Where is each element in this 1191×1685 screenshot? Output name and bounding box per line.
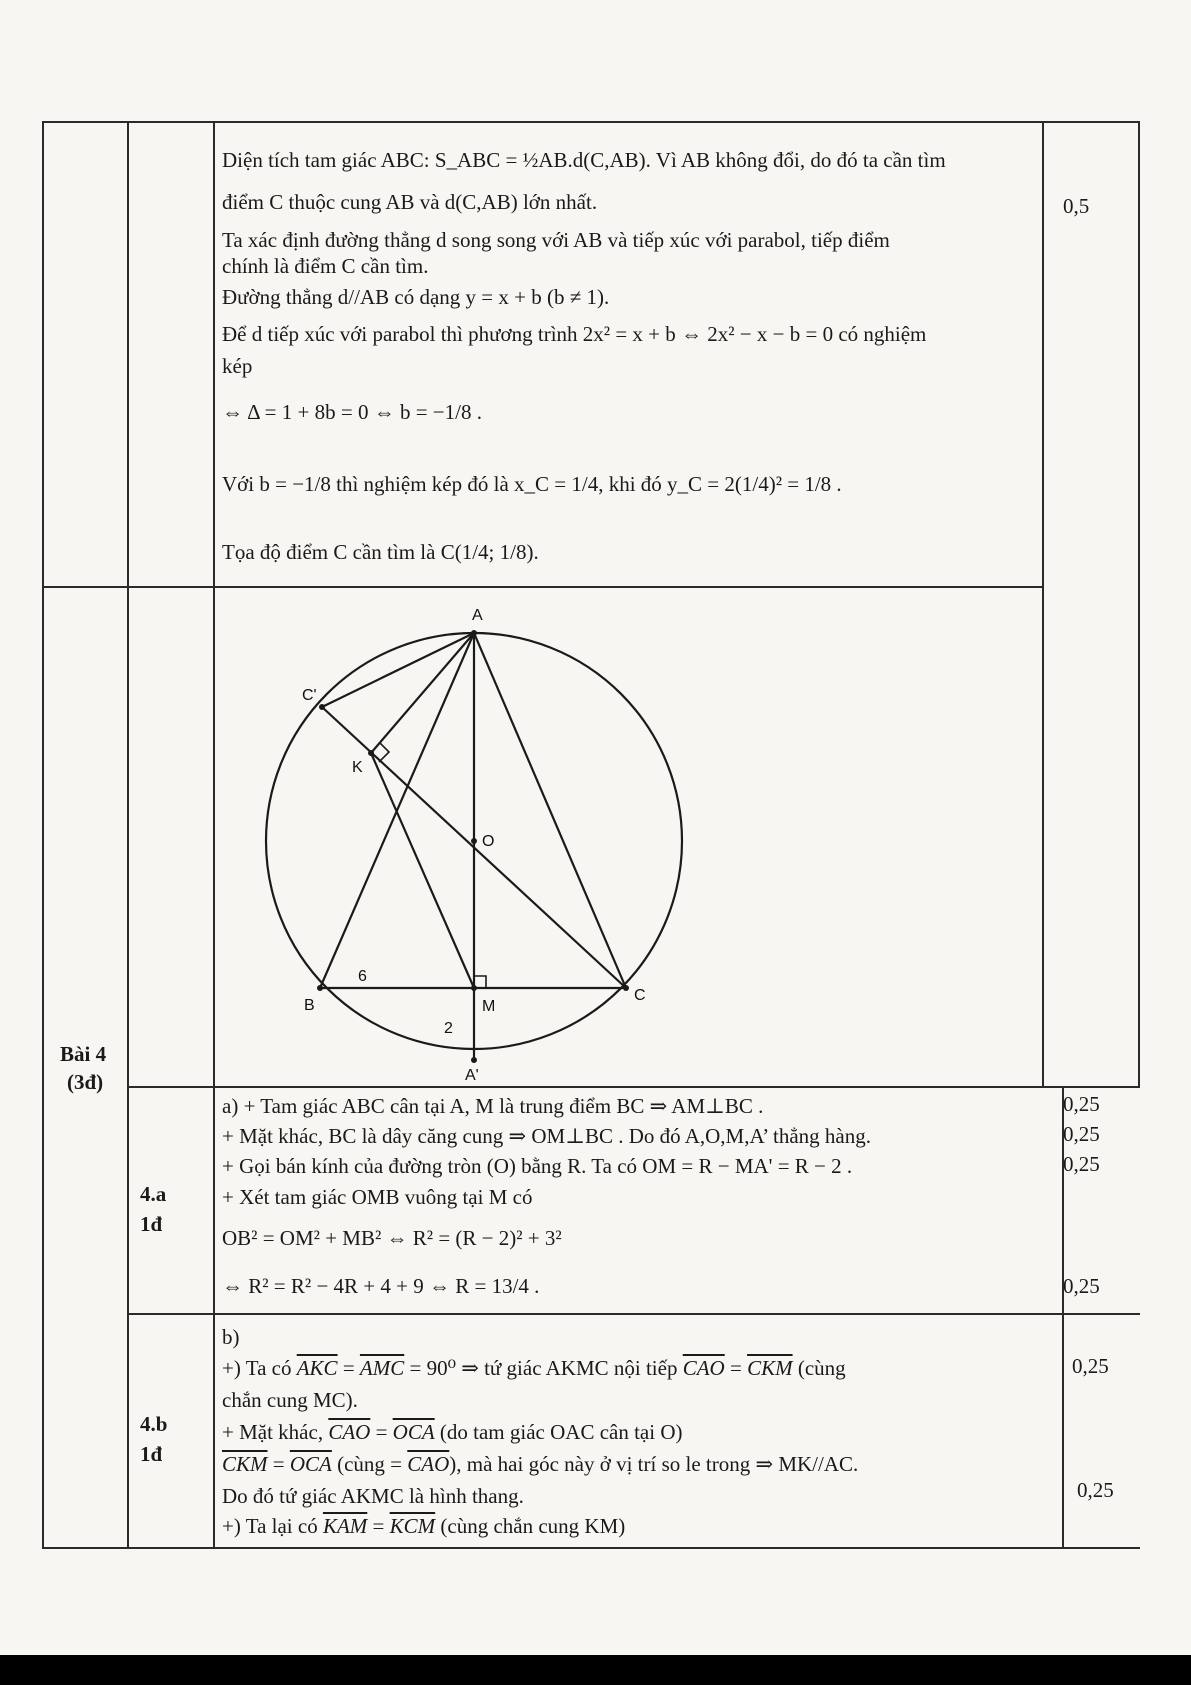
point-a1: [471, 1057, 477, 1063]
point-c: [623, 985, 629, 991]
point-o: [471, 838, 477, 844]
part4a-points: 1đ: [140, 1212, 163, 1236]
part4b-line-1: b): [222, 1325, 240, 1349]
right-angle-k: [379, 743, 389, 762]
point-k: [368, 750, 374, 756]
label-a: A: [472, 607, 483, 624]
part4b-line-7: +) Ta lại có $\overline{KAM} = \overline{KCM}$ (cùng chắn cung KM): [222, 1514, 626, 1538]
label-six: 6: [358, 968, 367, 985]
part3-line-7: kép: [222, 354, 253, 378]
point-c1: [319, 704, 325, 710]
segment-ac1: [322, 633, 474, 707]
angle-cao-3: $\overline{CAO}$: [407, 1452, 450, 1476]
point-b: [317, 985, 323, 991]
part4a-line-5: OB² = OM² + MB² ⇔ R² = (R − 2)² + 3²: [222, 1226, 562, 1250]
angle-kam: $\overline{KAM}$: [322, 1514, 368, 1538]
bottom-black-bar: [0, 1655, 1191, 1685]
point-a: [471, 630, 477, 636]
label-c1: C': [302, 687, 317, 704]
part3-line-4: chính là điểm C cần tìm.: [222, 254, 429, 278]
angle-cao-2: $\overline{CAO}$: [328, 1420, 371, 1444]
angle-akc: $\overline{AKC}$: [296, 1356, 338, 1380]
part4b-line-4: + Mặt khác, $\overline{CAO} = \overline{OCA}$ (do tam giác OAC cân tại O): [222, 1420, 683, 1444]
part4a-line-1: a) + Tam giác ABC cân tại A, M là trung điểm BC ⇒ AM⊥BC .: [222, 1094, 764, 1118]
label-m: M: [482, 998, 496, 1015]
part3-line-9: Với b = −1/8 thì nghiệm kép đó là x_C = 1/4, khi đó y_C = 2(1/4)² = 1/8 .: [222, 472, 842, 496]
label-two: 2: [444, 1020, 453, 1037]
part4b-line-2: +) Ta có $\overline{AKC} = \overline{AMC} = 90^0$ ⇒ tứ giác AKMC nội tiếp $\overline{CAO} = \overline{CKM}$ (cùng: [222, 1356, 846, 1380]
angle-ckm-2: $\overline{CKM}$: [222, 1452, 268, 1476]
part3-line-8: ⇔ Δ = 1 + 8b = 0 ⇔ b = −1/8 .: [222, 400, 482, 424]
part4b-score-2: 0,25: [1077, 1478, 1114, 1502]
segment-ak: [371, 633, 474, 753]
label-a1: A': [465, 1067, 479, 1084]
part4a-label: 4.a: [140, 1182, 167, 1206]
part4b-line-5: $\overline{CKM} = \overline{OCA}$ (cùng = $\overline{CAO}$), mà hai góc này ở vị trí so le trong ⇒ MK//AC.: [222, 1452, 859, 1476]
part4b-label: 4.b: [140, 1412, 168, 1436]
segment-km: [371, 753, 474, 988]
label-o: O: [482, 833, 495, 850]
angle-oca: $\overline{OCA}$: [392, 1420, 435, 1444]
part3-score: 0,5: [1063, 194, 1090, 218]
part3-line-6: Để d tiếp xúc với parabol thì phương trình 2x² = x + b ⇔ 2x² − x − b = 0 có nghiệm: [222, 322, 927, 346]
label-b: B: [304, 997, 315, 1014]
part4a-line-4: + Xét tam giác OMB vuông tại M có: [222, 1185, 533, 1209]
angle-ckm: $\overline{CKM}$: [747, 1356, 793, 1380]
part4b-score-1: 0,25: [1072, 1354, 1109, 1378]
part3-line-5: Đường thẳng d//AB có dạng y = x + b (b ≠ 1).: [222, 285, 610, 309]
part4a-line-2: + Mặt khác, BC là dây căng cung ⇒ OM⊥BC . Do đó A,O,M,A’ thẳng hàng.: [222, 1124, 871, 1148]
part4a-score-3: 0,25: [1063, 1152, 1100, 1176]
angle-cao: $\overline{CAO}$: [682, 1356, 725, 1380]
part4b-line-6: Do đó tứ giác AKMC là hình thang.: [222, 1484, 524, 1508]
angle-oca-2: $\overline{OCA}$: [289, 1452, 332, 1476]
part4a-score-1: 0,25: [1063, 1092, 1100, 1116]
problem-label: Bài 4: [60, 1042, 107, 1066]
part3-line-10: Tọa độ điểm C cần tìm là C(1/4; 1/8).: [222, 540, 539, 564]
part4a-line-3: + Gọi bán kính của đường tròn (O) bằng R. Ta có OM = R − MA' = R − 2 .: [222, 1154, 853, 1178]
segment-ac: [474, 633, 626, 988]
part3-line-2: điểm C thuộc cung AB và d(C,AB) lớn nhất.: [222, 190, 598, 214]
part3-line-1: Diện tích tam giác ABC: S_ABC = ½AB.d(C,AB). Vì AB không đổi, do đó ta cần tìm: [222, 148, 946, 172]
label-c: C: [634, 987, 646, 1004]
part4b-points: 1đ: [140, 1442, 163, 1466]
part4a-line-6: ⇔ R² = R² − 4R + 4 + 9 ⇔ R = 13/4 .: [222, 1274, 540, 1298]
part3-line-3: Ta xác định đường thẳng d song song với AB và tiếp xúc với parabol, tiếp điểm: [222, 228, 890, 252]
part4b-line-3: chắn cung MC).: [222, 1388, 358, 1412]
part4a-score-4: 0,25: [1063, 1274, 1100, 1298]
angle-amc: $\overline{AMC}$: [359, 1356, 405, 1380]
label-k: K: [352, 759, 363, 776]
point-m: [471, 985, 477, 991]
problem-points: (3đ): [67, 1070, 104, 1094]
angle-kcm: $\overline{KCM}$: [389, 1514, 436, 1538]
part4a-score-2: 0,25: [1063, 1122, 1100, 1146]
